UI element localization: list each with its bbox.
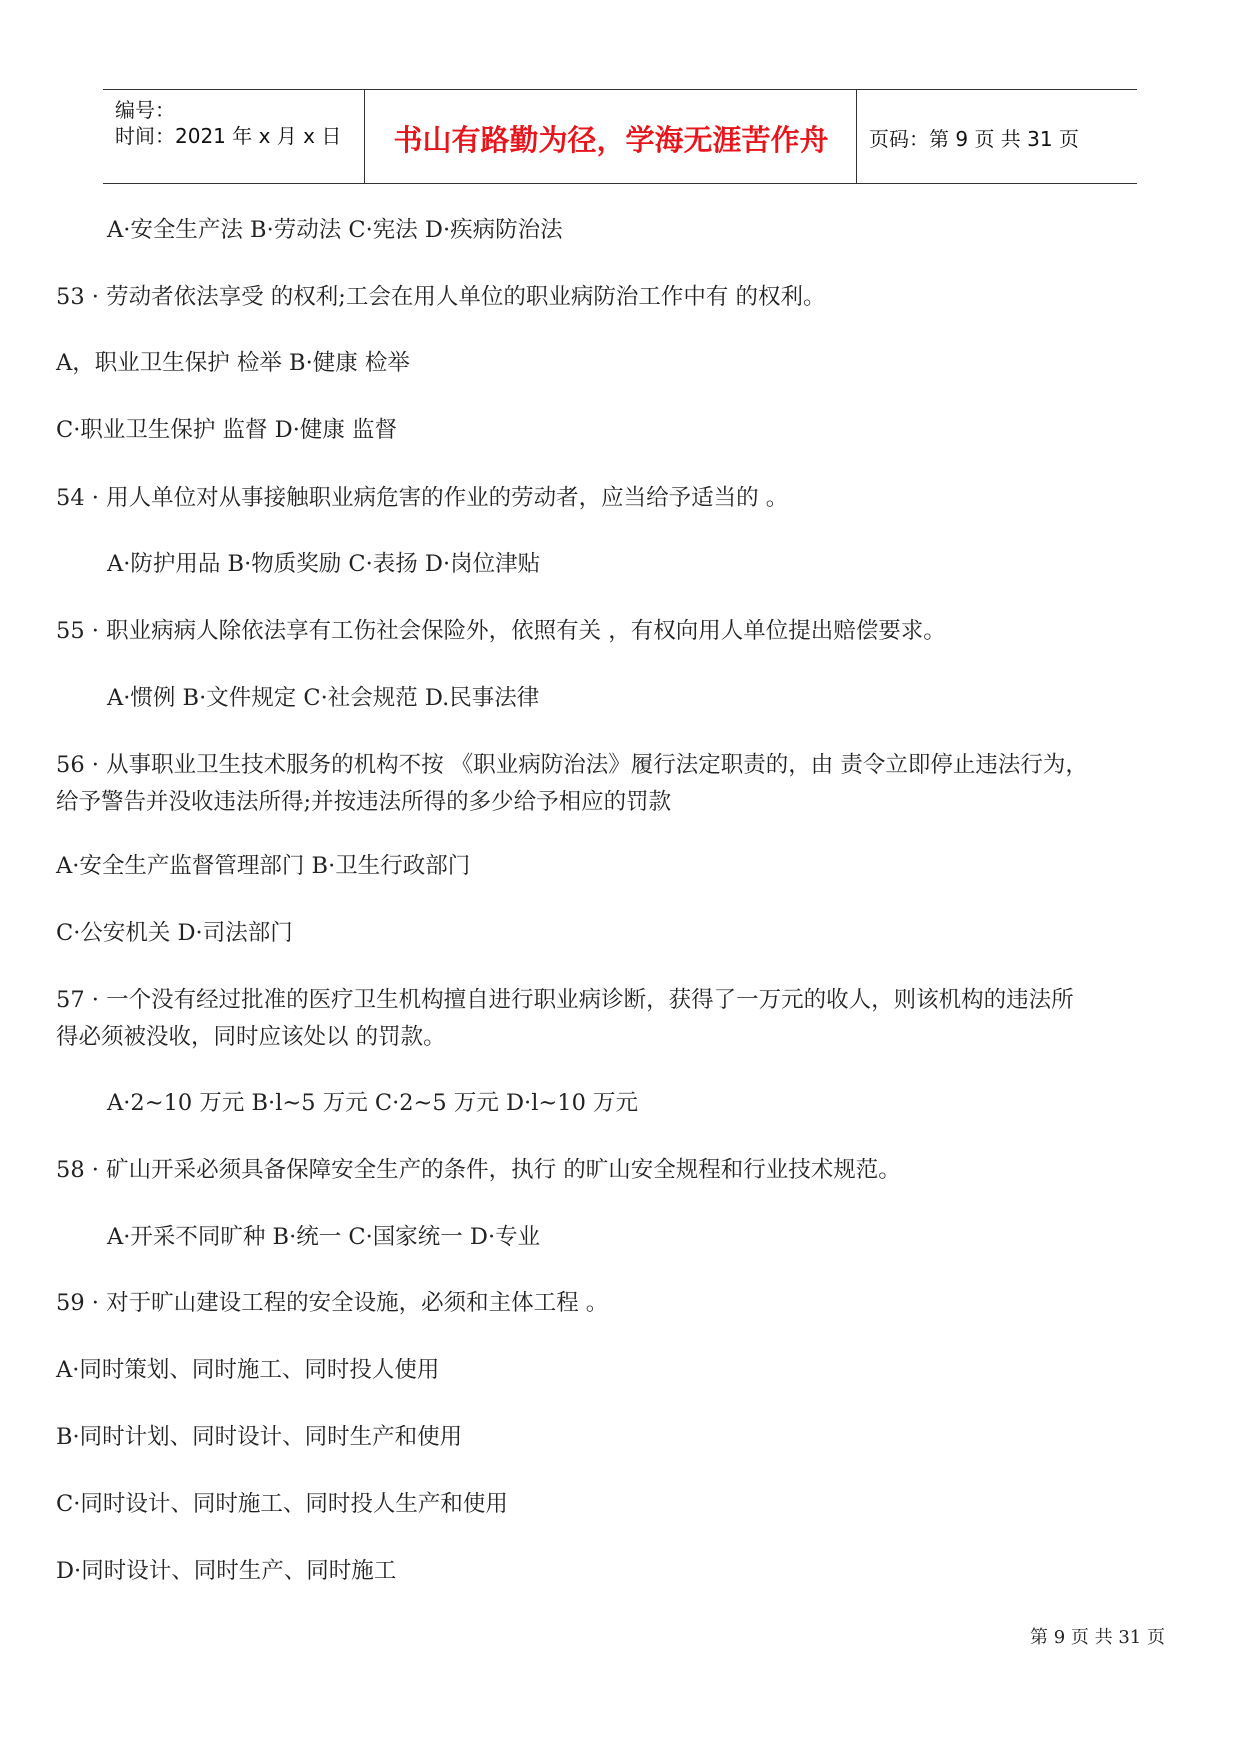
option-line: A·开采不同旷种 B·统一 C·国家统一 D·专业 — [107, 1224, 541, 1250]
question-54: 54 · 用人单位对从事接触职业病危害的作业的劳动者，应当给予适当的 。 — [56, 485, 789, 511]
question-56-continued: 给予警告并没收违法所得;并按违法所得的多少给予相应的罚款 — [56, 789, 672, 815]
document-header — [103, 89, 1137, 184]
question-56: 56 · 从事职业卫生技术服务的机构不按 《职业病防治法》履行法定职责的，由 责令立即停止违法行为， — [56, 752, 1088, 778]
option-line: C·职业卫生保护 监督 D·健康 监督 — [56, 417, 398, 443]
question-53: 53 · 劳动者依法享受 的权利;工会在用人单位的职业病防治工作中有 的权利。 — [56, 284, 826, 310]
question-58: 58 · 矿山开采必须具备保障安全生产的条件，执行 的旷山安全规程和行业技术规范。 — [56, 1157, 901, 1183]
option-line: D·同时设计、同时生产、同时施工 — [56, 1558, 397, 1584]
time-label: 时间：2021 年 x 月 x 日 — [115, 124, 342, 148]
option-line: A·安全生产法 B·劳动法 C·宪法 D·疾病防治法 — [107, 217, 563, 243]
header-left-cell — [103, 90, 365, 183]
option-line: A·安全生产监督管理部门 B·卫生行政部门 — [56, 853, 471, 879]
number-label: 编号： — [115, 98, 175, 122]
question-57: 57 · 一个没有经过批准的医疗卫生机构擅自进行职业病诊断，获得了一万元的收人，则该机构的违法所 — [56, 987, 1074, 1013]
header-right-cell — [857, 90, 1137, 183]
option-line: C·公安机关 D·司法部门 — [56, 920, 293, 946]
option-line: A·惯例 B·文件规定 C·社会规范 D.民事法律 — [107, 685, 540, 711]
question-57-continued: 得必须被没收，同时应该处以 的罚款。 — [56, 1024, 446, 1050]
option-line: C·同时设计、同时施工、同时投人生产和使用 — [56, 1491, 508, 1517]
option-line: B·同时计划、同时设计、同时生产和使用 — [56, 1424, 463, 1450]
page-footer: 第 9 页 共 31 页 — [1030, 1627, 1165, 1648]
page-code: 页码：第 9 页 共 31 页 — [869, 127, 1079, 151]
question-55: 55 · 职业病病人除依法享有工伤社会保险外，依照有关 ，有权向用人单位提出赔偿要求。 — [56, 618, 946, 644]
motto: 书山有路勤为径，学海无涯苦作舟 — [393, 123, 829, 157]
option-line: A·同时策划、同时施工、同时投人使用 — [56, 1357, 440, 1383]
header-center-cell — [365, 90, 857, 183]
option-line: A·防护用品 B·物质奖励 C·表扬 D·岗位津贴 — [107, 551, 541, 577]
option-line: A·2~10 万元 B·l~5 万元 C·2~5 万元 D·l~10 万元 — [107, 1090, 639, 1116]
option-line: A，职业卫生保护 检举 B·健康 检举 — [56, 350, 410, 376]
question-59: 59 · 对于旷山建设工程的安全设施，必须和主体工程 。 — [56, 1290, 609, 1316]
